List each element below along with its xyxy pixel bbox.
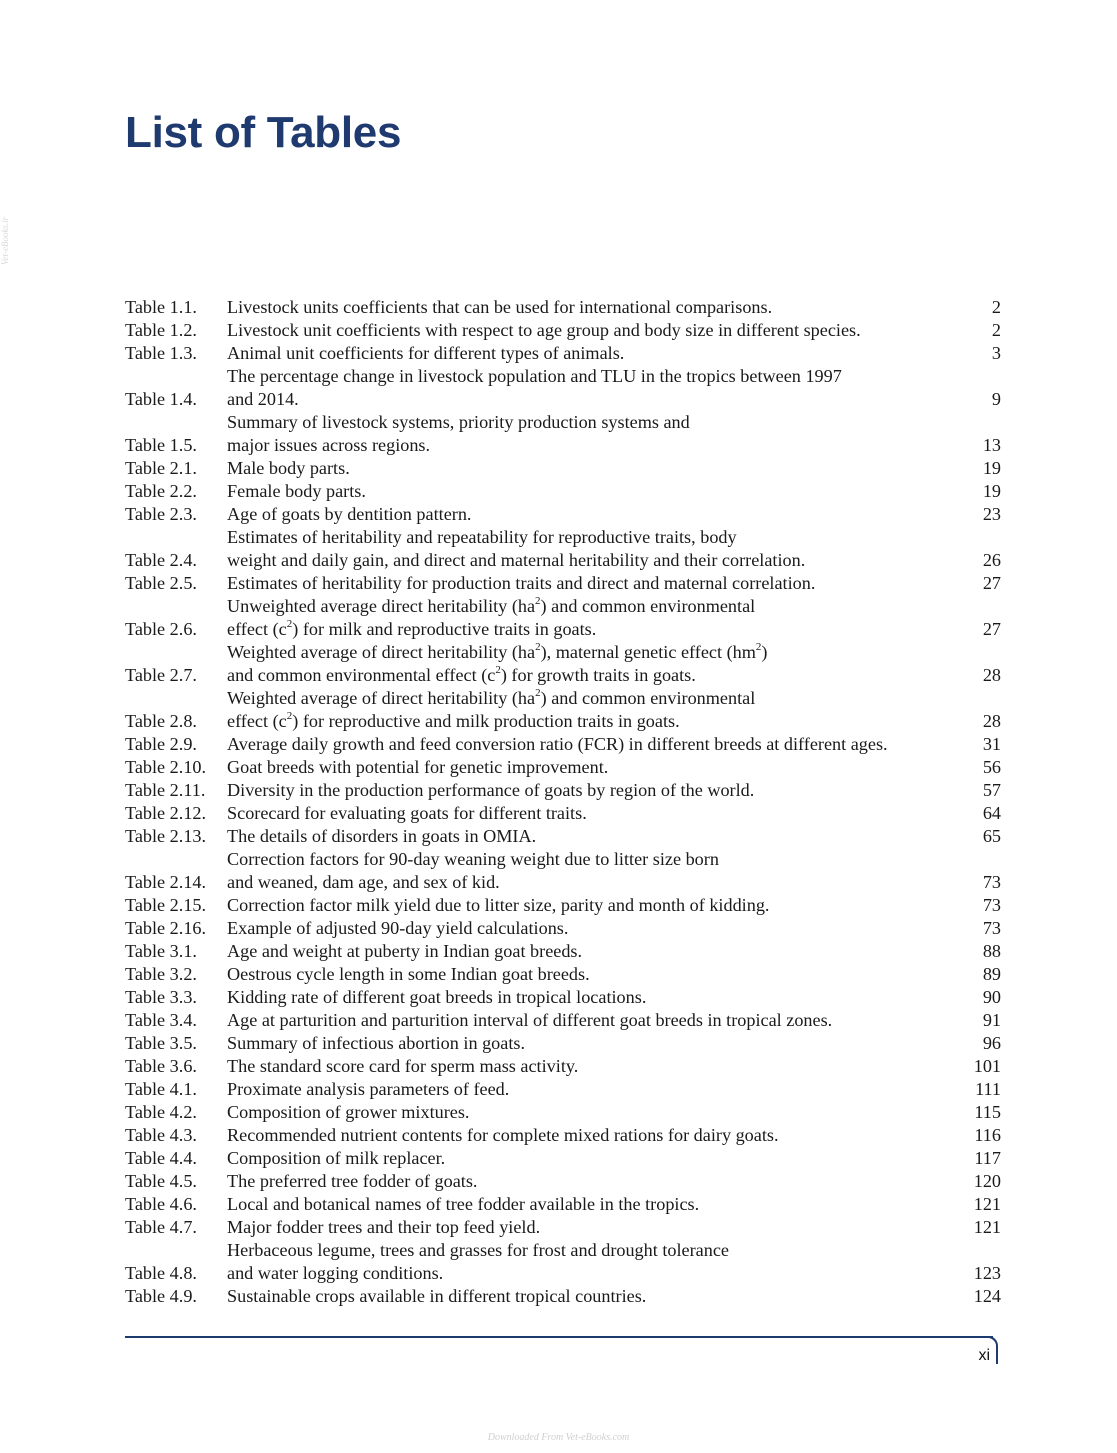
page-ref: 115 — [974, 1102, 1001, 1122]
toc-entry[interactable] — [125, 1032, 1001, 1055]
toc-entry[interactable] — [125, 963, 1001, 986]
toc-entry[interactable] — [125, 825, 1001, 848]
table-caption — [227, 365, 957, 411]
table-number: Table 3.1. — [125, 941, 197, 961]
toc-entry[interactable] — [125, 480, 1001, 503]
table-caption — [227, 1078, 957, 1101]
caption-line: Male body parts. — [227, 458, 350, 478]
caption-line: Major fodder trees and their top feed yield. — [227, 1217, 541, 1237]
page-ref: 19 — [982, 481, 1001, 501]
table-caption — [227, 917, 957, 940]
table-number: Table 2.4. — [125, 550, 197, 570]
caption-line: and common environmental effect $(c^2)$ for growth traits in goats. — [227, 663, 696, 685]
table-number: Table 4.6. — [125, 1194, 197, 1214]
table-number: Table 2.14. — [125, 872, 207, 892]
toc-entry[interactable] — [125, 1285, 1001, 1308]
table-caption — [227, 1285, 957, 1308]
page-ref: 9 — [991, 389, 1001, 409]
caption-line: Composition of milk replacer. — [227, 1148, 446, 1168]
caption-line: Local and botanical names of tree fodder available in the tropics. — [227, 1194, 700, 1214]
toc-entry[interactable] — [125, 940, 1001, 963]
toc-entry[interactable] — [125, 986, 1001, 1009]
table-caption — [227, 457, 957, 480]
table-number: Table 4.3. — [125, 1125, 197, 1145]
table-number: Table 1.5. — [125, 435, 197, 455]
table-number: Table 3.5. — [125, 1033, 197, 1053]
toc-entry[interactable] — [125, 894, 1001, 917]
table-number: Table 2.7. — [125, 665, 197, 685]
table-number: Table 3.4. — [125, 1010, 197, 1030]
caption-line: and weaned, dam age, and sex of kid. — [227, 872, 500, 892]
page-ref: 88 — [982, 941, 1001, 961]
caption-line: The percentage change in livestock population and TLU in the tropics between 1997 — [227, 366, 842, 386]
table-caption — [227, 595, 957, 641]
caption-line: Livestock unit coefficients with respect to age group and body size in different species. — [227, 320, 861, 340]
caption-line: Diversity in the production performance of goats by region of the world. — [227, 780, 755, 800]
table-number: Table 2.9. — [125, 734, 197, 754]
page-ref: 124 — [973, 1286, 1001, 1306]
table-caption — [227, 1124, 957, 1147]
table-number: Table 3.2. — [125, 964, 197, 984]
table-number: Table 2.2. — [125, 481, 197, 501]
table-caption — [227, 480, 957, 503]
table-caption — [227, 1216, 957, 1239]
caption-line: Animal unit coefficients for different types of animals. — [227, 343, 625, 363]
caption-line: Proximate analysis parameters of feed. — [227, 1079, 510, 1099]
page-ref: 31 — [982, 734, 1001, 754]
page-ref: 19 — [982, 458, 1001, 478]
caption-line: Scorecard for evaluating goats for different traits. — [227, 803, 587, 823]
toc-entry[interactable] — [125, 1078, 1001, 1101]
page-ref: 101 — [973, 1056, 1001, 1076]
toc-entry[interactable] — [125, 1101, 1001, 1124]
table-caption — [227, 894, 957, 917]
toc-entry[interactable] — [125, 365, 1001, 411]
toc-entry[interactable] — [125, 756, 1001, 779]
page-ref: 123 — [973, 1263, 1001, 1283]
page-ref: 96 — [982, 1033, 1001, 1053]
table-number: Table 2.16. — [125, 918, 207, 938]
toc-entry[interactable] — [125, 1193, 1001, 1216]
table-number: Table 4.9. — [125, 1286, 197, 1306]
caption-line: Estimates of heritability for production traits and direct and maternal correlation. — [227, 573, 816, 593]
table-number: Table 3.3. — [125, 987, 197, 1007]
table-number: Table 2.12. — [125, 803, 207, 823]
page-ref: 117 — [974, 1148, 1001, 1168]
caption-line: Recommended nutrient contents for complete mixed rations for dairy goats. — [227, 1125, 779, 1145]
table-caption — [227, 825, 957, 848]
page-ref: 26 — [982, 550, 1001, 570]
caption-line: Summary of infectious abortion in goats. — [227, 1033, 526, 1053]
page-number: xi — [978, 1347, 990, 1364]
page-ref: 3 — [991, 343, 1001, 363]
toc-entry[interactable] — [125, 1147, 1001, 1170]
table-number: Table 4.5. — [125, 1171, 197, 1191]
caption-line: Correction factors for 90-day weaning weight due to litter size born — [227, 849, 719, 869]
caption-line: Female body parts. — [227, 481, 366, 501]
page-ref: 65 — [982, 826, 1001, 846]
toc-entry[interactable] — [125, 1009, 1001, 1032]
toc-entry[interactable] — [125, 457, 1001, 480]
caption-line: The preferred tree fodder of goats. — [227, 1171, 478, 1191]
caption-line: The details of disorders in goats in OMIA. — [227, 826, 537, 846]
caption-line: Kidding rate of different goat breeds in tropical locations. — [227, 987, 647, 1007]
toc-entry[interactable] — [125, 1170, 1001, 1193]
table-number: Table 2.11. — [125, 780, 206, 800]
table-caption — [227, 1239, 957, 1285]
table-caption — [227, 963, 957, 986]
caption-line: weight and daily gain, and direct and maternal heritability and their correlation. — [227, 550, 806, 570]
caption-line: Livestock units coefficients that can be used for international comparisons. — [227, 297, 773, 317]
table-caption — [227, 1032, 957, 1055]
table-number: Table 1.4. — [125, 389, 197, 409]
page-title: List of Tables — [125, 108, 402, 157]
table-caption — [227, 526, 957, 572]
table-caption — [227, 296, 957, 319]
toc-entry[interactable] — [125, 779, 1001, 802]
table-caption — [227, 1101, 957, 1124]
page-ref: 73 — [982, 895, 1001, 915]
table-number: Table 2.3. — [125, 504, 197, 524]
page-ref: 73 — [982, 872, 1001, 892]
page-ref: 23 — [982, 504, 1001, 524]
caption-line: effect $(c^2)$ for reproductive and milk production traits in goats. — [227, 709, 680, 731]
table-number: Table 2.5. — [125, 573, 197, 593]
table-number: Table 4.2. — [125, 1102, 197, 1122]
caption-line: Age at parturition and parturition interval of different goat breeds in tropical zones. — [227, 1010, 833, 1030]
caption-line: Weighted average of direct heritability $(ha^2)$ and common environmental — [227, 686, 756, 708]
toc-entry[interactable] — [125, 503, 1001, 526]
caption-line: Oestrous cycle length in some Indian goat breeds. — [227, 964, 590, 984]
table-caption — [227, 940, 957, 963]
page-ref: 56 — [982, 757, 1001, 777]
table-caption — [227, 986, 957, 1009]
page-ref: 27 — [982, 573, 1001, 593]
table-number: Table 4.8. — [125, 1263, 197, 1283]
table-number: Table 1.2. — [125, 320, 197, 340]
table-caption — [227, 503, 957, 526]
table-number: Table 2.10. — [125, 757, 207, 777]
toc-entry[interactable] — [125, 917, 1001, 940]
toc-entry[interactable] — [125, 733, 1001, 756]
table-caption — [227, 733, 957, 756]
table-number: Table 4.4. — [125, 1148, 197, 1168]
toc-entry[interactable] — [125, 526, 1001, 572]
table-number: Table 2.13. — [125, 826, 207, 846]
table-caption — [227, 779, 957, 802]
table-number: Table 1.3. — [125, 343, 197, 363]
caption-line: major issues across regions. — [227, 435, 431, 455]
page-ref: 91 — [982, 1010, 1001, 1030]
table-caption — [227, 342, 957, 365]
toc-entry[interactable] — [125, 641, 1001, 687]
table-caption — [227, 1193, 957, 1216]
table-caption — [227, 1147, 957, 1170]
caption-line: Estimates of heritability and repeatability for reproductive traits, body — [227, 527, 737, 547]
page-ref: 116 — [974, 1125, 1001, 1145]
toc-entry[interactable] — [125, 342, 1001, 365]
caption-line: Age and weight at puberty in Indian goat breeds. — [227, 941, 583, 961]
caption-line: Summary of livestock systems, priority production systems and — [227, 412, 690, 432]
table-number: Table 1.1. — [125, 297, 197, 317]
table-list — [125, 296, 1001, 1308]
page-ref: 13 — [982, 435, 1001, 455]
page-ref: 28 — [982, 711, 1001, 731]
page-ref: 57 — [982, 780, 1001, 800]
toc-entry[interactable] — [125, 572, 1001, 595]
caption-line: Correction factor milk yield due to litter size, parity and month of kidding. — [227, 895, 770, 915]
table-number: Table 2.15. — [125, 895, 207, 915]
caption-line: Herbaceous legume, trees and grasses for frost and drought tolerance — [227, 1240, 729, 1260]
page-ref: 28 — [982, 665, 1001, 685]
caption-line: and 2014. — [227, 389, 299, 409]
caption-line: Age of goats by dentition pattern. — [227, 504, 472, 524]
caption-line: Weighted average of direct heritability $(ha^2)$, maternal genetic effect $(hm^2)$ — [227, 640, 768, 662]
table-number: Table 2.6. — [125, 619, 197, 639]
table-caption — [227, 756, 957, 779]
table-number: Table 2.1. — [125, 458, 197, 478]
page-ref: 111 — [975, 1079, 1001, 1099]
table-caption — [227, 687, 957, 733]
caption-line: effect $(c^2)$ for milk and reproductive traits in goats. — [227, 617, 597, 639]
toc-entry[interactable] — [125, 595, 1001, 641]
toc-entry[interactable] — [125, 687, 1001, 733]
table-caption — [227, 1009, 957, 1032]
page-ref: 27 — [982, 619, 1001, 639]
page-ref: 73 — [982, 918, 1001, 938]
toc-entry[interactable] — [125, 1055, 1001, 1078]
caption-line: Composition of grower mixtures. — [227, 1102, 470, 1122]
toc-entry[interactable] — [125, 802, 1001, 825]
page-ref: 89 — [982, 964, 1001, 984]
toc-entry[interactable] — [125, 1216, 1001, 1239]
caption-line: Goat breeds with potential for genetic improvement. — [227, 757, 609, 777]
page-ref: 2 — [991, 320, 1001, 340]
toc-entry[interactable] — [125, 296, 1001, 319]
toc-entry[interactable] — [125, 848, 1001, 894]
table-number: Table 4.1. — [125, 1079, 197, 1099]
table-caption — [227, 848, 957, 894]
caption-line: Example of adjusted 90-day yield calculations. — [227, 918, 569, 938]
page-ref: 120 — [973, 1171, 1001, 1191]
page-ref: 121 — [973, 1217, 1001, 1237]
toc-entry[interactable] — [125, 1239, 1001, 1285]
table-caption — [227, 411, 957, 457]
caption-line: and water logging conditions. — [227, 1263, 444, 1283]
toc-entry[interactable] — [125, 411, 1001, 457]
table-number: Table 2.8. — [125, 711, 197, 731]
table-caption — [227, 802, 957, 825]
caption-line: Unweighted average direct heritability $(ha^2)$ and common environmental — [227, 594, 756, 616]
table-caption — [227, 1170, 957, 1193]
download-watermark: Downloaded From Vet-eBooks.com — [487, 1432, 630, 1443]
side-watermark: Vet-eBooks.ir — [0, 216, 10, 265]
table-caption — [227, 572, 957, 595]
page-ref: 121 — [973, 1194, 1001, 1214]
caption-line: The standard score card for sperm mass activity. — [227, 1056, 579, 1076]
table-number: Table 4.7. — [125, 1217, 197, 1237]
toc-entry[interactable] — [125, 1124, 1001, 1147]
page-ref: 2 — [991, 297, 1001, 317]
page-ref: 64 — [982, 803, 1001, 823]
page-ref: 90 — [982, 987, 1001, 1007]
toc-entry[interactable] — [125, 319, 1001, 342]
caption-line: Average daily growth and feed conversion ratio (FCR) in different breeds at different ages. — [227, 734, 888, 754]
table-caption — [227, 641, 957, 687]
footer-rule — [125, 1336, 993, 1338]
table-number: Table 3.6. — [125, 1056, 197, 1076]
table-caption — [227, 319, 957, 342]
caption-line: Sustainable crops available in different tropical countries. — [227, 1286, 647, 1306]
table-caption — [227, 1055, 957, 1078]
